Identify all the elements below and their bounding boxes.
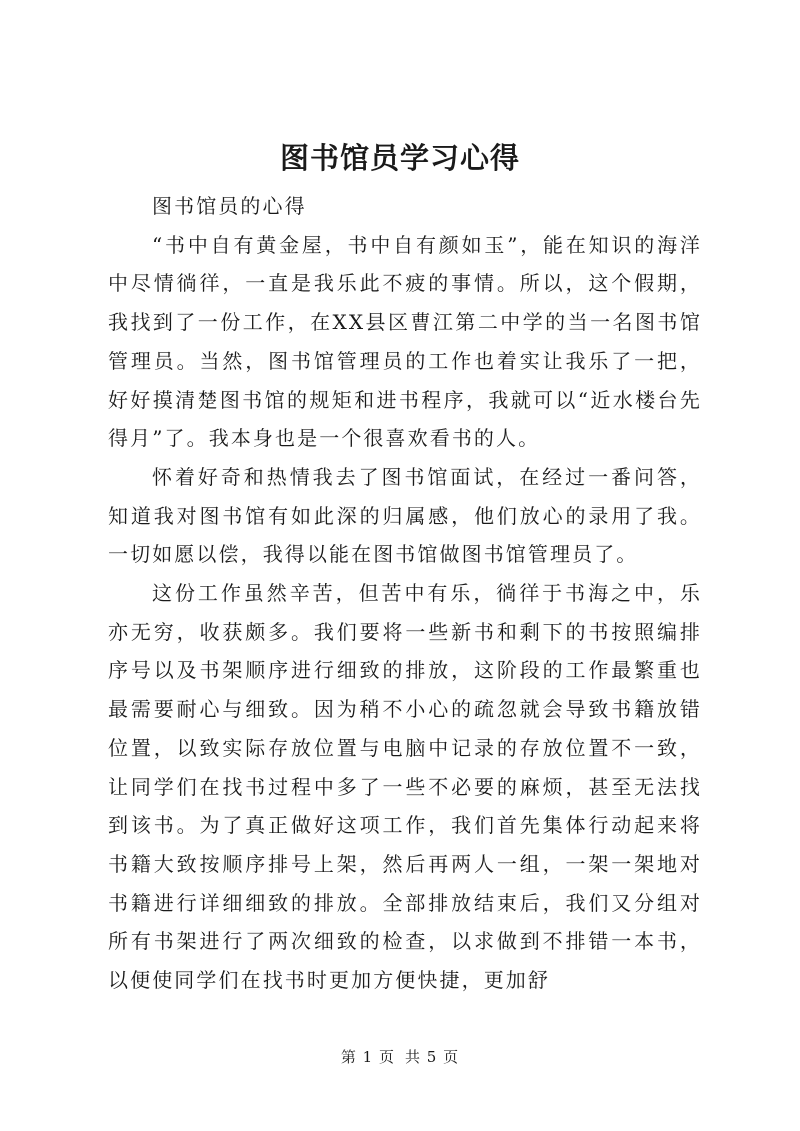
- paragraph: 怀着好奇和热情我去了图书馆面试，在经过一番问答，知道我对图书馆有如此深的归属感，他们放心的录用了我。一切如愿以偿，我得以能在图书馆做图书馆管理员了。: [108, 464, 702, 567]
- paragraph: 这份工作虽然辛苦，但苦中有乐，徜徉于书海之中，乐亦无穷，收获颇多。我们要将一些新书和剩下的书按照编排序号以及书架顺序进行细致的排放，这阶段的工作最繁重也最需要耐心与细致。因为稍不小心的疏忽就会导致书籍放错位置，以致实际存放位置与电脑中记录的存放位置不一致，让同学们在找书过程中多了一些不必要的麻烦，甚至无法找到该书。为了真正做好这项工作，我们首先集体行动起来将书籍大致按顺序排号上架，然后再两人一组，一架一架地对书籍进行详细细致的排放。全部排放结束后，我们又分组对所有书架进行了两次细致的检查，以求做到不排错一本书，以便使同学们在找书时更加方便快捷，更加舒: [108, 581, 702, 993]
- document-title: 图书馆员学习心得: [279, 141, 520, 175]
- page-number: 第 1 页: [340, 1048, 395, 1066]
- page-total: 共 5 页: [405, 1048, 460, 1066]
- paragraph-subtitle: 图书馆员的心得: [152, 194, 307, 218]
- document-body: [108, 187, 702, 1000]
- page-footer: [0, 1047, 800, 1067]
- paragraph: “书中自有黄金屋，书中自有颜如玉”，能在知识的海洋中尽情徜徉，一直是我乐此不疲的事情。所以，这个假期，我找到了一份工作，在XX县区曹江第二中学的当一名图书馆管理员。当然，图书馆管理员的工作也着实让我乐了一把，好好摸清楚图书馆的规矩和进书程序，我就可以“近水楼台先得月”了。我本身也是一个很喜欢看书的人。: [108, 232, 702, 451]
